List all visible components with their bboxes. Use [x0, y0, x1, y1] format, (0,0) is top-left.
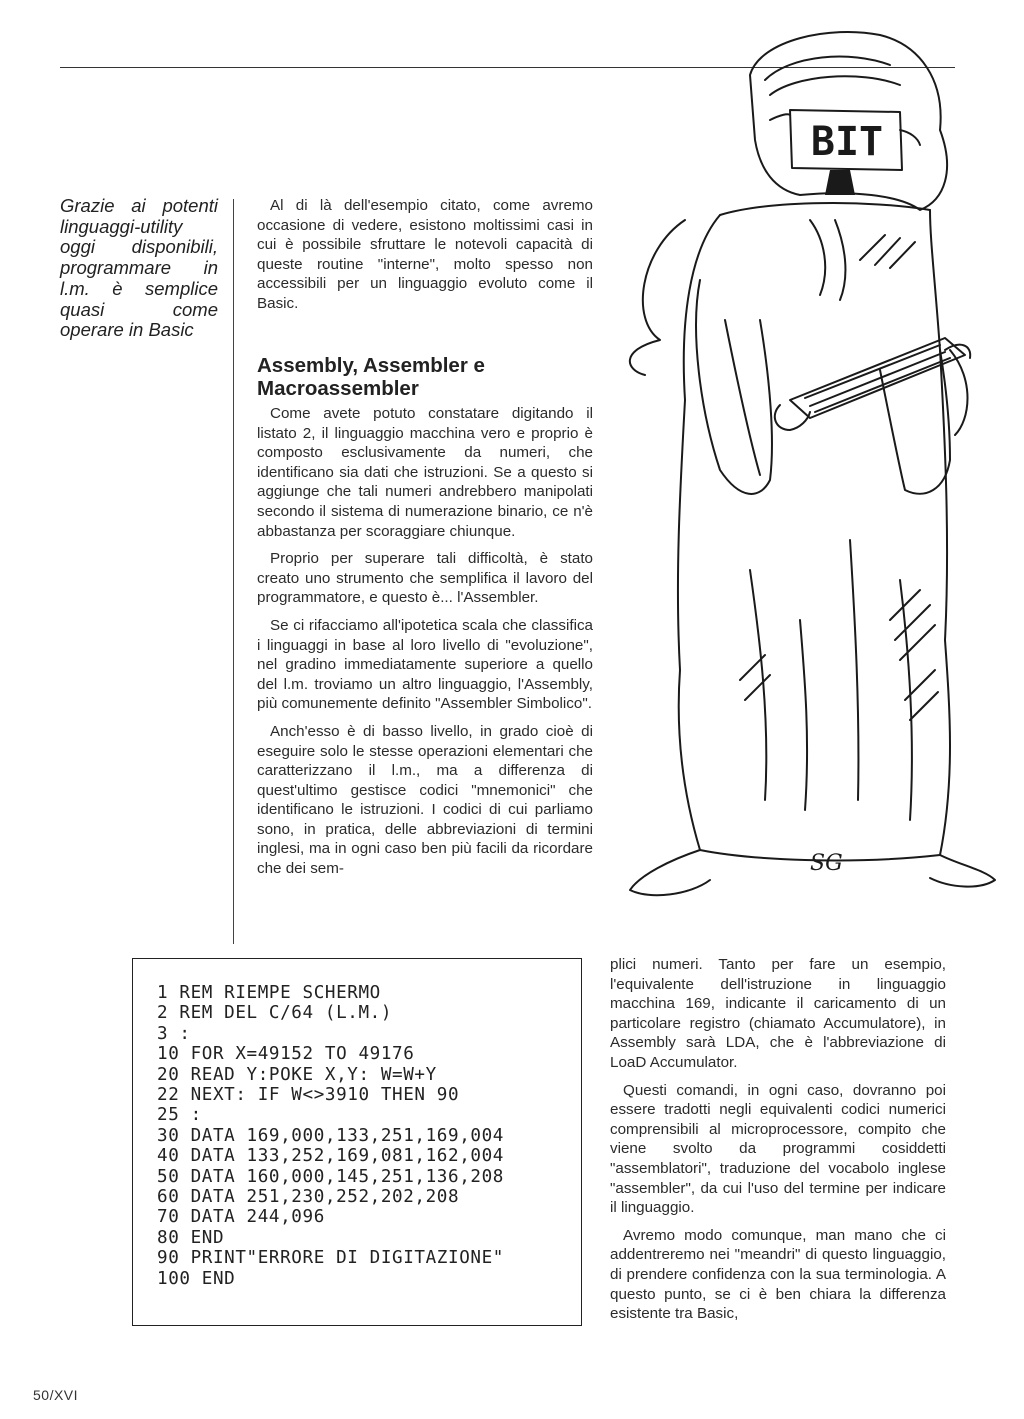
code-line: 50 DATA 160,000,145,251,136,208 — [157, 1166, 504, 1187]
code-line: 100 END — [157, 1268, 236, 1289]
code-line: 10 FOR X=49152 TO 49176 — [157, 1044, 415, 1065]
code-line: 25 : — [157, 1105, 202, 1126]
code-line: 3 : — [157, 1023, 191, 1044]
intro-column — [257, 196, 593, 322]
code-listing — [157, 983, 504, 1289]
monk-illustration — [600, 20, 1010, 920]
right-column — [610, 955, 946, 1332]
paragraph: plici numeri. Tanto per fare un esempio, l'equivalente dell'istruzione in linguaggio macchina 169, indicante il caricamento di un particolare registro (chiamato Accumulatore), in Assembly sarà LDA, che è l'abbreviazione di LoaD Accumulator. — [610, 956, 946, 1071]
page-number: 50/XVI — [33, 1387, 79, 1403]
code-listing-box — [132, 958, 582, 1326]
intro-paragraph: Al di là dell'esempio citato, come avremo occasione di vedere, esistono moltissimi casi in cui è possibile sfruttare le notevoli capacità di queste routine "interne", molto spesso non accessibili per un linguaggio evoluto come il Basic. — [257, 197, 593, 312]
section-heading: Assembly, Assembler e Macroassembler — [257, 354, 485, 400]
code-line: 80 END — [157, 1227, 225, 1248]
visor-text: BIT — [810, 119, 884, 165]
code-line: 1 REM RIEMPE SCHERMO — [157, 983, 381, 1003]
code-line: 70 DATA 244,096 — [157, 1207, 325, 1228]
paragraph: Come avete potuto constatare digitando il listato 2, il linguaggio macchina vero e proprio è composto esclusivamente da numeri, che identificano sia dati che istruzioni. Se a questo si aggiunge che tali numeri andrebbero manipolati secondo il sistema di numerazione binario, ce n'è abbastanza per scoraggiare chiunque. — [257, 405, 593, 540]
code-line: 20 READ Y:POKE X,Y: W=W+Y — [157, 1064, 437, 1085]
column-divider — [233, 199, 234, 944]
code-line: 22 NEXT: IF W<>3910 THEN 90 — [157, 1085, 460, 1106]
paragraph: Se ci rifacciamo all'ipotetica scala che classifica i linguaggi in base al loro livello di "evoluzione", nel gradino immediatamente superiore a quello del l.m. troviamo un altro linguaggio, l'Assembly, più comunemente definito "Assembler Simbolico". — [257, 616, 593, 713]
sidenote: Grazie ai potenti linguaggi-utility oggi disponibili, programmare in l.m. è semplice quasi come operare in Basic — [60, 195, 218, 341]
paragraph: Proprio per superare tali difficoltà, è stato creato uno strumento che semplifica il lavoro del programmatore, e questo è... l'Assembler. — [257, 550, 593, 607]
artist-signature: SG — [810, 851, 843, 876]
paragraph: Avremo modo comunque, man mano che ci addentreremo nei "meandri" di questo linguaggio, di prendere confidenza con la sua terminologia. A questo punto, se ci è ben chiara la differenza esistente tra Basic, — [610, 1226, 946, 1323]
code-line: 2 REM DEL C/64 (L.M.) — [157, 1003, 393, 1024]
code-line: 40 DATA 133,252,169,081,162,004 — [157, 1146, 504, 1167]
code-line: 90 PRINT"ERRORE DI DIGITAZIONE" — [157, 1248, 504, 1269]
main-column — [257, 404, 593, 887]
code-line: 30 DATA 169,000,133,251,169,004 — [157, 1125, 504, 1146]
paragraph: Questi comandi, in ogni caso, dovranno poi essere tradotti negli equivalenti codici numerici comprensibili al microprocessore, compito che viene svolto da programmi cosiddetti "assemblatori", traduzione del vocabolo inglese "assembler", da cui l'uso del termine per indicare il linguaggio. — [610, 1081, 946, 1217]
paragraph: Anch'esso è di basso livello, in grado cioè di eseguire solo le stesse operazioni elementari che caratterizzano il l.m., ma a differenza di quest'ultimo gestisce codici "mnemonici" che identificano le istruzioni. I codici di cui parliamo sono, in pratica, delle abbreviazioni di termini inglesi, ma in ogni caso ben più facili da ricordare che dei sem- — [257, 722, 593, 878]
code-line: 60 DATA 251,230,252,202,208 — [157, 1187, 460, 1208]
